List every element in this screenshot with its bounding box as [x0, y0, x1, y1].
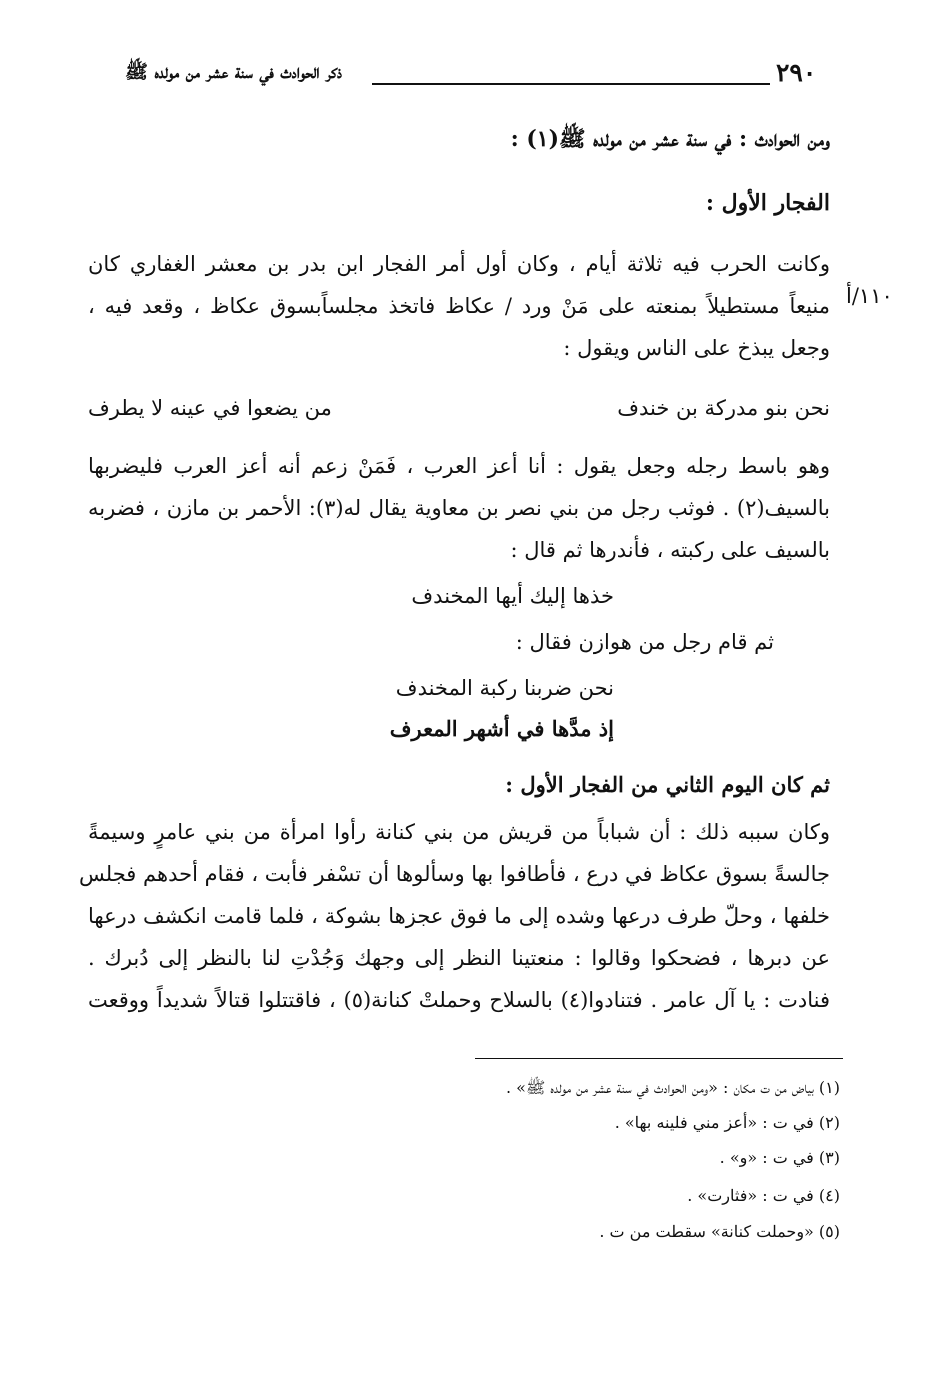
verse-3-line-2: إذ مدَّها في أشهر المعرف — [389, 716, 614, 741]
paragraph-2-line-2: بالسيف(٢) . فوثب رجل من بني نصر بن معاوية يقال له(٣): الأحمر بن مازن ، فضربه — [88, 496, 830, 520]
paragraph-1-line-3: وجعل يبذخ على الناس ويقول : — [563, 336, 830, 360]
heading-first-fijar: الفجار الأول : — [705, 190, 830, 216]
paragraph-1-line-2: منيعاً مستطيلاً بمنعته على مَنْ ورد / عكاظ فاتخذ مجلساًبسوق عكاظ ، وقعد فيه ، — [88, 294, 830, 318]
intro-line: ومن الحوادث : في سنة عشر من مولده ﷺ(١) : — [510, 126, 830, 152]
footnote-5: (٥) «وحملت كنانة» سقطت من ت . — [599, 1222, 840, 1241]
heading-second-day: ثم كان اليوم الثاني من الفجار الأول : — [505, 772, 830, 797]
footnote-4: (٤) في ت : «فثارت» . — [687, 1186, 840, 1205]
paragraph-3-line-4: عن دبرها ، فضحكوا وقالوا : منعتينا النظر إلى وجهك وَجُدْتِ لنا بالنظر إلى دُبرك . — [88, 946, 830, 970]
footnote-3: (٣) في ت : «و» . — [719, 1148, 840, 1167]
header-rule — [372, 83, 770, 85]
paragraph-3-line-3: خلفها ، وحلّ طرف درعها وشده إلى ما فوق عجزها بشوكة ، فلما قامت انكشف درعها — [88, 904, 830, 928]
paragraph-3-line-5: فنادت : يا آل عامر . فتنادوا(٤) بالسلاح وحملتْ كنانة(٥) ، فاقتتلوا قتالاً شديداً ووقعت — [88, 988, 830, 1012]
paragraph-3-line-1: وكان سببه ذلك : أن شباباً من قريش من بني كنانة رأوا امرأة من بني عامرٍ وسيمةً — [88, 820, 830, 844]
paragraph-2-line-1: وهو باسط رجله وجعل يقول : أنا أعز العرب ، فَمَنْ زعم أنه أعز العرب فليضربها — [88, 454, 830, 478]
paragraph-3-line-2: جالسةً بسوق عكاظ في درع ، فأطافوا بها وسألوها أن تسْفر فأبت ، فقام أحدهم فجلس — [79, 862, 830, 886]
verse-3-line-1: نحن ضربنا ركبة المخندف — [395, 676, 614, 700]
running-title: ذكر الحوادث في سنة عشر من مولده ﷺ — [125, 61, 342, 83]
page-number: ٢٩٠ — [776, 58, 817, 87]
margin-folio-marker: ١١٠/أ — [846, 284, 893, 308]
hawazin-line: ثم قام رجل من هوازن فقال : — [515, 630, 774, 654]
paragraph-1-line-1: وكانت الحرب فيه ثلاثة أيام ، وكان أول أمر الفجار ابن بدر بن معشر الغفاري كان — [88, 252, 830, 276]
footnote-separator — [475, 1058, 843, 1059]
verse-2: خذها إليك أيها المخندف — [411, 584, 614, 608]
footnote-2: (٢) في ت : «أعز مني فلينه بها» . — [614, 1113, 840, 1132]
footnote-1: (١) بياض من ت مكان : «ومن الحوادث في سنة عشر من مولده ﷺ» . — [505, 1078, 840, 1097]
verse-1-left-hemistich: من يضعوا في عينه لا يطرف — [88, 396, 332, 420]
verse-1-right-hemistich: نحن بنو مدركة بن خندف — [617, 396, 830, 420]
paragraph-2-line-3: بالسيف على ركبته ، فأندرها ثم قال : — [510, 538, 830, 562]
